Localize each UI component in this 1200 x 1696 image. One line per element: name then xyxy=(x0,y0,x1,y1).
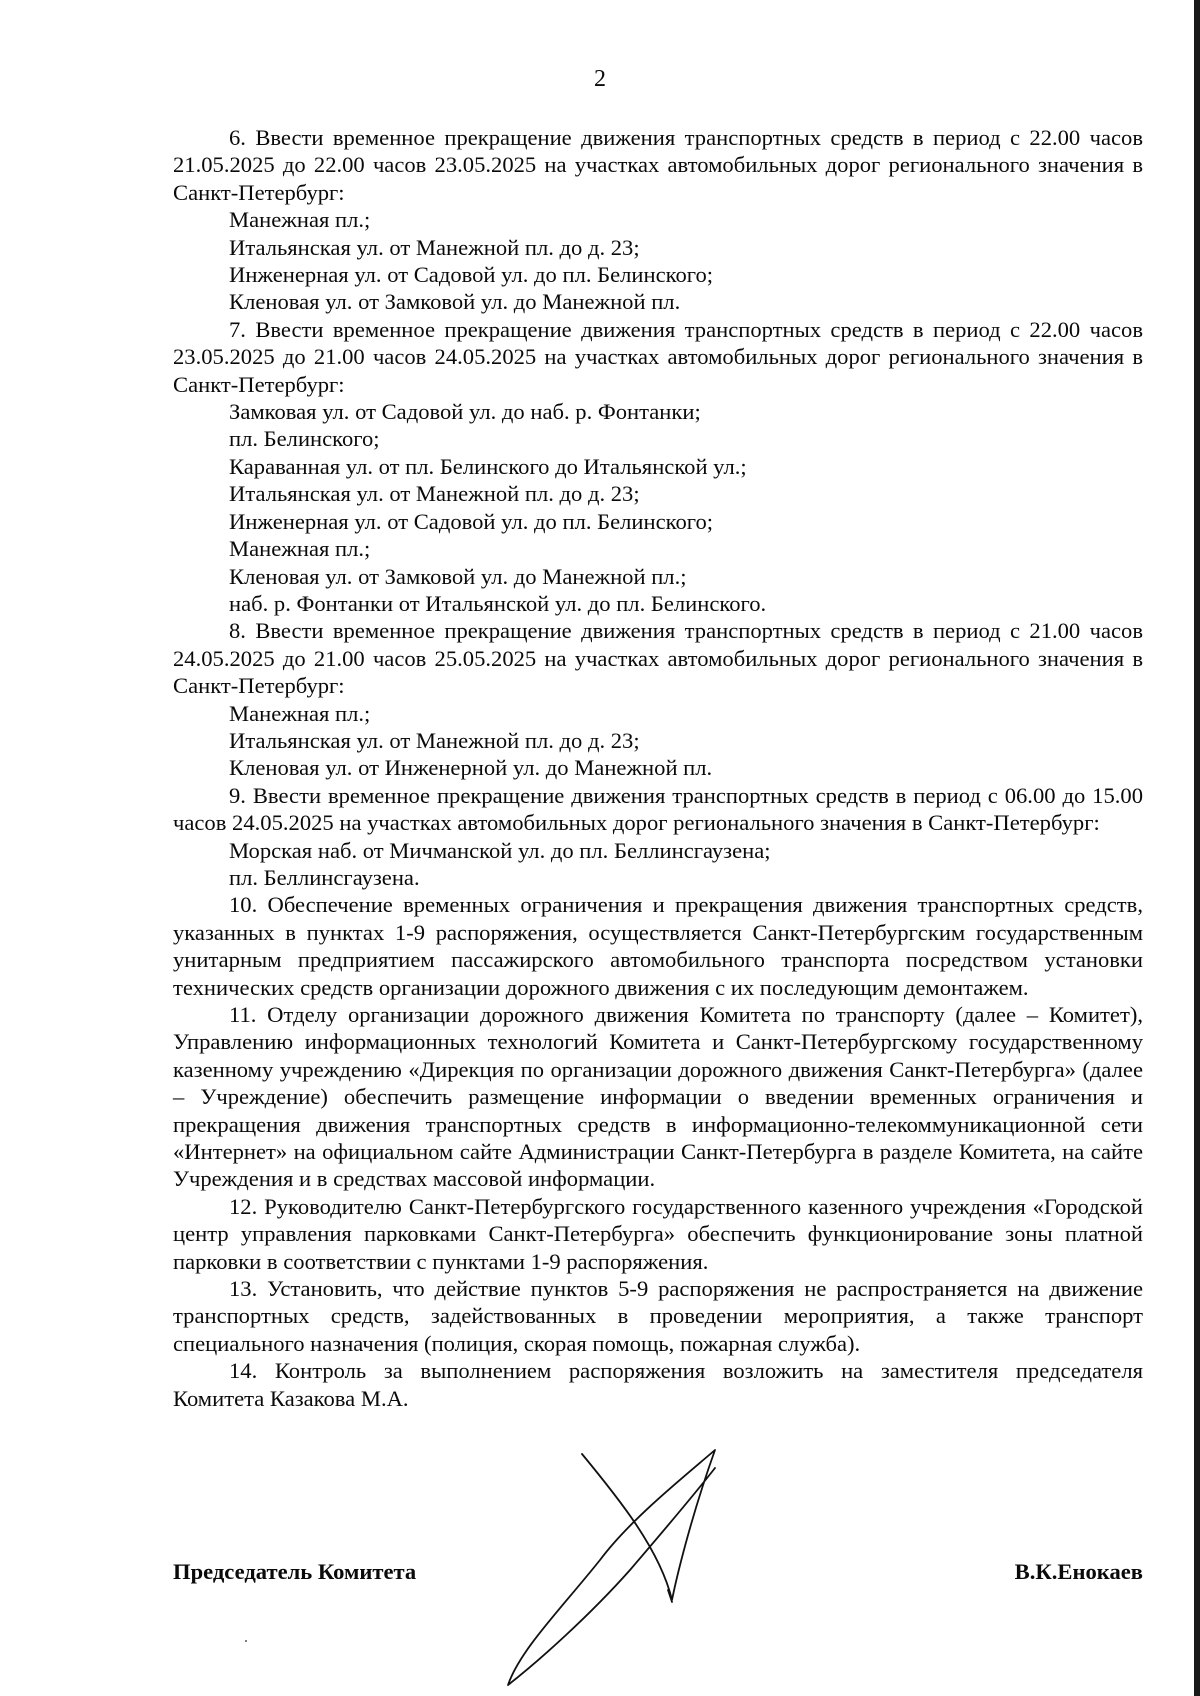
street-list-item: пл. Белинского; xyxy=(229,426,380,452)
street-list-item: Итальянская ул. от Манежной пл. до д. 23; xyxy=(229,727,640,753)
street-list-item: Итальянская ул. от Манежной пл. до д. 23; xyxy=(229,481,640,507)
paragraph-12: 12. Руководителю Санкт-Петербургского государственного казенного учреждения «Городской центр управления парковками Санкт-Петербурга» обеспечить функционирование зоны платной парковки в соответствии с пунктами 1-9 распоряжения. xyxy=(173,1193,1143,1274)
street-list-item: Замковая ул. от Садовой ул. до наб. р. Фонтанки; xyxy=(229,399,701,425)
street-list-item: пл. Беллинсгаузена. xyxy=(229,864,420,890)
street-list-item: Инженерная ул. от Садовой ул. до пл. Белинского; xyxy=(229,262,714,288)
street-list-item: Кленовая ул. от Инженерной ул. до Манежной пл. xyxy=(229,755,713,781)
street-list-item: Инженерная ул. от Садовой ул. до пл. Белинского; xyxy=(229,508,714,534)
street-list-item: Манежная пл.; xyxy=(229,700,371,726)
page-number: 2 xyxy=(594,66,606,92)
street-list-item: Итальянская ул. от Манежной пл. до д. 23; xyxy=(229,234,640,260)
street-list-item: Манежная пл.; xyxy=(229,207,371,233)
paragraph-7: 7. Ввести временное прекращение движения транспортных средств в период с 22.00 часов 23.05.2025 до 21.00 часов 24.05.2025 на участках автомобильных дорог регионального значения в Санкт-Петербург: xyxy=(173,316,1143,397)
paragraph-13: 13. Установить, что действие пунктов 5-9 распоряжения не распространяется на движение транспортных средств, задействованных в проведении мероприятия, а также транспорт специального назначения (полиция, скорая помощь, пожарная служба). xyxy=(173,1276,1143,1356)
paragraph-14: 14. Контроль за выполнением распоряжения возложить на заместителя председателя Комитета Казакова М.А. xyxy=(173,1358,1143,1411)
signature-block xyxy=(173,1558,1143,1585)
paragraph-8: 8. Ввести временное прекращение движения транспортных средств в период с 21.00 часов 24.05.2025 до 21.00 часов 25.05.2025 на участках автомобильных дорог регионального значения в Санкт-Петербург: xyxy=(173,618,1143,699)
street-list-item: Кленовая ул. от Замковой ул. до Манежной пл. xyxy=(229,289,681,315)
paragraph-6: 6. Ввести временное прекращение движения транспортных средств в период с 22.00 часов 21.05.2025 до 22.00 часов 23.05.2025 на участках автомобильных дорог регионального значения в Санкт-Петербург: xyxy=(173,125,1143,205)
street-list-item: Морская наб. от Мичманской ул. до пл. Беллинсгаузена; xyxy=(229,837,771,863)
street-list-item: Кленовая ул. от Замковой ул. до Манежной пл.; xyxy=(229,563,687,589)
signatory-position: Председатель Комитета xyxy=(173,1559,417,1584)
paragraph-11: 11. Отделу организации дорожного движения Комитета по транспорту (далее – Комитет), Управлению информационных технологий Комитета и Санкт-Петербургскому государственному казенному учреждению «Дирекция по организации дорожного движения Санкт-Петербурга» (далее – Учреждение) обеспечить размещение информации о введении временных ограничения и прекращения движения транспортных средств в информационно-телекоммуникационной сети «Интернет» на официальном сайте Администрации Санкт-Петербурга в разделе Комитета, на сайте Учреждения и в средствах массовой информации. xyxy=(173,1002,1143,1192)
paragraph-9: 9. Ввести временное прекращение движения транспортных средств в период с 06.00 до 15.00 часов 24.05.2025 на участках автомобильных дорог регионального значения в Санкт-Петербург: xyxy=(173,782,1143,836)
scan-speck xyxy=(245,1640,247,1642)
signatory-name: В.К.Енокаев xyxy=(1014,1559,1143,1584)
document-body xyxy=(173,124,1143,1412)
scan-edge-bar xyxy=(1194,0,1200,1696)
street-list-item: Манежная пл.; xyxy=(229,536,371,562)
street-list-item: Караванная ул. от пл. Белинского до Итальянской ул.; xyxy=(229,453,747,479)
paragraph-10: 10. Обеспечение временных ограничения и прекращения движения транспортных средств, указанных в пунктах 1-9 распоряжения, осуществляется Санкт-Петербургским государственным унитарным предприятием пассажирского автомобильного транспорта посредством установки технических средств организации дорожного движения с их последующим демонтажем. xyxy=(173,892,1143,1000)
street-list-item: наб. р. Фонтанки от Итальянской ул. до пл. Белинского. xyxy=(229,590,767,616)
